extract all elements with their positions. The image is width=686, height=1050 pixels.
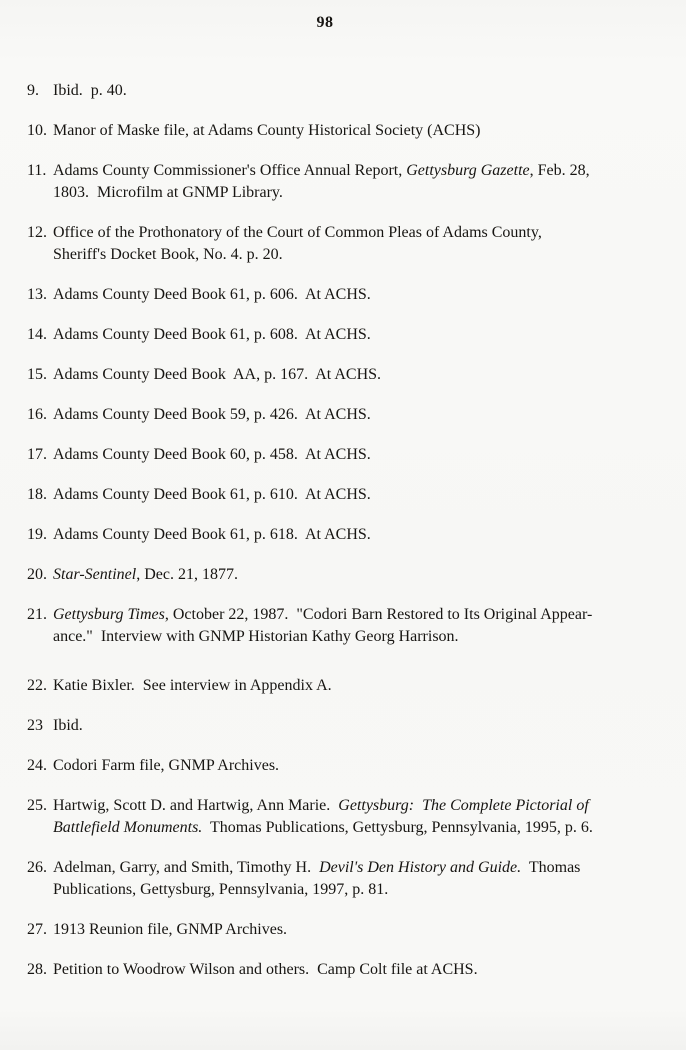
endnote-number: 28.: [27, 961, 47, 978]
endnote-item: [27, 324, 654, 346]
endnote-item: [27, 284, 654, 306]
endnote-text: Adams County Commissioner's Office Annual Report, Gettysburg Gazette, Feb. 28, 1803. Microfilm at GNMP Library.: [53, 162, 590, 201]
endnote-text: Adams County Deed Book 59, p. 426. At ACHS.: [53, 406, 371, 423]
endnote-text: Office of the Prothonatory of the Court of Common Pleas of Adams County, Sheriff's Docket Book, No. 4. p. 20.: [53, 224, 542, 263]
endnote-number: 17.: [27, 446, 47, 463]
endnote-item: [27, 364, 654, 386]
endnote-item: [27, 755, 654, 777]
endnote-item: [27, 715, 654, 737]
endnote-number: 25.: [27, 797, 47, 814]
endnote-number: 12.: [27, 224, 47, 241]
endnote-text: Adelman, Garry, and Smith, Timothy H. Devil's Den History and Guide. Thomas Publications, Gettysburg, Pennsylvania, 1997, p. 81.: [53, 859, 581, 898]
endnote-number: 18.: [27, 486, 47, 503]
endnote-item: [27, 484, 654, 506]
endnote-number: 10.: [27, 122, 47, 139]
endnote-number: 11.: [27, 162, 47, 179]
endnote-item: [27, 222, 654, 266]
endnote-number: 19.: [27, 526, 47, 543]
endnote-text: Adams County Deed Book 61, p. 606. At ACHS.: [53, 286, 371, 303]
page-number: 98: [316, 14, 334, 31]
endnote-item: [27, 795, 654, 839]
endnote-text: Katie Bixler. See interview in Appendix A.: [53, 677, 332, 694]
endnote-text: Codori Farm file, GNMP Archives.: [53, 757, 280, 774]
endnote-item: [27, 404, 654, 426]
endnote-item: [27, 604, 654, 648]
endnote-number: 26.: [27, 859, 47, 876]
endnote-number: 22.: [27, 677, 47, 694]
endnote-item: [27, 160, 654, 204]
endnote-text: Adams County Deed Book 60, p. 458. At ACHS.: [53, 446, 371, 463]
endnote-item: [27, 857, 654, 901]
endnote-item: [27, 80, 654, 102]
endnote-number: 23: [27, 717, 43, 734]
endnote-text: Gettysburg Times, October 22, 1987. "Codori Barn Restored to Its Original Appear- ance." Interview with GNMP Historian Kathy Georg Harrison.: [53, 606, 593, 645]
endnote-number: 13.: [27, 286, 47, 303]
endnote-item: [27, 675, 654, 697]
endnote-text: Manor of Maske file, at Adams County Historical Society (ACHS): [53, 122, 481, 139]
endnote-text: 1913 Reunion file, GNMP Archives.: [53, 921, 288, 938]
endnote-text: Adams County Deed Book AA, p. 167. At ACHS.: [53, 366, 382, 383]
endnote-item: [27, 524, 654, 546]
endnote-text: Ibid. p. 40.: [53, 82, 127, 99]
endnote-text: Star-Sentinel, Dec. 21, 1877.: [53, 566, 238, 583]
endnote-number: 24.: [27, 757, 47, 774]
endnotes-list: [27, 80, 654, 981]
endnote-number: 20.: [27, 566, 47, 583]
endnote-text: Ibid.: [53, 717, 83, 734]
endnote-item: [27, 959, 654, 981]
endnote-text: Petition to Woodrow Wilson and others. Camp Colt file at ACHS.: [53, 961, 478, 978]
endnote-item: [27, 564, 654, 586]
endnote-text: Hartwig, Scott D. and Hartwig, Ann Marie. Gettysburg: The Complete Pictorial of Battlefield Monuments. Thomas Publications, Gettysburg, Pennsylvania, 1995, p. 6.: [53, 797, 593, 836]
endnote-text: Adams County Deed Book 61, p. 608. At ACHS.: [53, 326, 371, 343]
endnote-number: 9.: [27, 82, 39, 99]
endnote-number: 21.: [27, 606, 47, 623]
endnote-item: [27, 444, 654, 466]
endnote-number: 15.: [27, 366, 47, 383]
endnote-item: [27, 120, 654, 142]
endnote-text: Adams County Deed Book 61, p. 618. At ACHS.: [53, 526, 371, 543]
endnote-number: 16.: [27, 406, 47, 423]
endnote-text: Adams County Deed Book 61, p. 610. At ACHS.: [53, 486, 371, 503]
endnote-number: 27.: [27, 921, 47, 938]
endnote-number: 14.: [27, 326, 47, 343]
endnote-item: [27, 919, 654, 941]
